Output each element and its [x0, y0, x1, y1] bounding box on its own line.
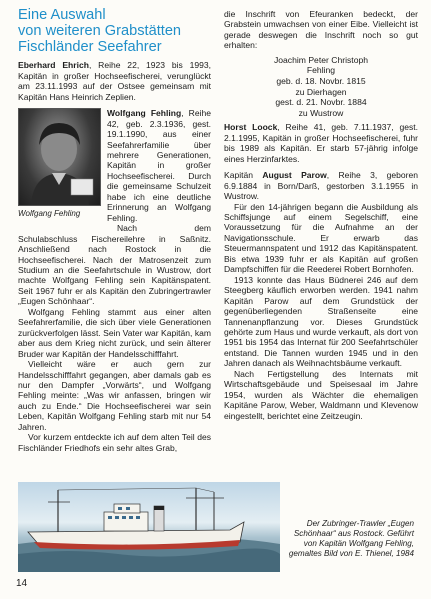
inscription-line: geb. d. 18. Novbr. 1815	[276, 76, 366, 86]
parow-name: August Parow	[262, 170, 327, 181]
title-line-1: Eine Auswahl	[18, 7, 106, 23]
trawler-painting	[18, 482, 280, 572]
grave-description: die Inschrift von Efeuranken bedeckt, der Grabstein umwachsen von einer Eibe. Vielleicht ist gerade deswegen die Inschrift noch so gut erhalten:	[224, 9, 418, 51]
trawler-image	[18, 482, 280, 572]
parow-prefix: Kapitän	[224, 170, 263, 181]
inscription-line: zu Dierhagen	[295, 86, 347, 97]
parow-paragraph-2: Für den 14-jährigen begann die Ausbildung als Schiffsjunge auf einem Segelschiff, eine Voraussetzung für die Aufnahme an der Navigationsschule. Er erwarb das Steuermannspatent und 1912 das Kapitänspatent. Bis etwa 1939 fuhr er als Kapitän auf großen Dampfschiffen für die Reederei Robert Bornhofen.	[224, 201, 418, 275]
title-line-2: von weiteren Grabstätten	[18, 22, 182, 39]
ehrich-entry	[18, 60, 211, 102]
inscription-line: zu Wustrow	[298, 107, 344, 118]
portrait-image	[19, 109, 100, 205]
loock-text: , Reihe 41, geb. 7.11.1937, gest. 2.1.1995, Kapitän in großer Hochseefischerei, fuhr bis 1989 als Kapitän. Er starb 57-jährig infolge eines Herzinfarktes.	[224, 122, 418, 164]
inscription-line: gest. d. 21. Novbr. 1884	[275, 97, 367, 108]
ehrich-text: , Reihe 22, 1923 bis 1993, Kapitän in großer Hochseefischerei, verunglückt am 23.11.1993 auf der Ostsee gemeinsam mit Kapitän Hans Heinrich Zeplien.	[18, 60, 211, 102]
parow-paragraph-3: 1913 konnte das Haus Büdnerei 246 auf dem Steegberg käuflich erworben werden. 1941 nahm Kapitän Parow auf dem Grundstück der gegenüberliegenden Straßenseite eine Tannenanpflanzung vor. Dieses Grundstück gehörte zum Haus und wurde verkauft, als dort von 1951 bis 1954 das Internat für 200 Seefahrtschüler entstand. Die Tannen wurden 1945 und in den Jahren danach als Weihnachtsbäume verkauft.	[224, 274, 418, 369]
fehling-paragraph-4: Vielleicht wäre er auch gern zur Handelsschifffahrt gegangen, aber damals gab es nur den Dampfer „Vorwärts“, und Wolfgang Fehling meinte: „Was wir anfassen, bringen wir auch zu Ende.“ Die Hochseefischerei war sein Leben, Kapitän Wolfgang Fehling starb mit nur 54 Jahren.	[18, 359, 211, 432]
portrait-figure	[18, 108, 103, 226]
ehrich-name: Eberhard Ehrich	[18, 60, 89, 71]
fehling-paragraph-5: Vor kurzem entdeckte ich auf dem alten Teil des Fischländer Friedhofs ein sehr altes Grab,	[18, 432, 211, 453]
portrait-photo	[18, 108, 101, 206]
inscription-line: Joachim Peter Christoph	[273, 54, 369, 65]
left-column	[18, 8, 211, 453]
fehling-paragraph-3: Wolfgang Fehling stammt aus einer alten Seefahrerfamilie, die sich über viele Generationen zurückverfolgen lässt. Sein Vater war Kapitän, kam aber aus dem Krieg nicht zurück, und sein älterer Bruder war Kapitän der Handelsschifffahrt.	[18, 306, 211, 359]
parow-entry	[224, 170, 418, 201]
grave-inscription	[224, 55, 418, 119]
portrait-caption: Wolfgang Fehling	[18, 209, 81, 219]
parow-paragraph-4: Nach Fertigstellung des Internats mit Wirtschaftsgebäude und Speisesaal im Jahre 1954, wurden als Wächter die ehemaligen Kapitäne Parow, Weber, Waldmann und Klevenow eingestellt, berichtet eine Zeitzeugin.	[224, 368, 418, 421]
fehling-name: Wolfgang Fehling	[107, 108, 182, 119]
fehling-paragraph-2: Nach dem Schulabschluss Fischereilehre in Saßnitz. Anschließend nach Rostock in die Hochseefischerei. Nach der Matrosenzeit zum Studium an die Seefahrtschule in Wustrow, dort machte Wolfgang Fehling sein Kapitänspatent. Seit 1967 fuhr er als Kapitän den Zubringertrawler „Eugen Schönhaar“.	[18, 223, 211, 307]
page-number: 14	[16, 578, 28, 589]
painting-caption: Der Zubringer-Trawler „Eugen Schönhaar“ aus Rostock. Geführt von Kapitän Wolfgang Fehling, gemaltes Bild von E. Thienel, 1984	[288, 519, 414, 558]
inscription-line: Fehling	[306, 65, 336, 76]
right-column	[224, 9, 418, 421]
loock-entry	[224, 122, 418, 164]
title-line-3: Fischländer Seefahrer	[18, 38, 162, 55]
fehling-intro-text: , Reihe 42, geb. 2.3.1936, gest. 19.1.1990, aus einer Seefahrerfamilie über mehrere Generationen, Kapitän in großer Hochseefischerei. Durch die gemeinsame Schulzeit habe ich eine deutliche Erinnerung an Wolfgang Fehling.	[107, 108, 211, 223]
loock-name: Horst Loock	[224, 122, 278, 133]
page-title	[18, 8, 211, 55]
parow-text: , Reihe 3, geboren 6.9.1884 in Born/Darß, gestorben 3.1.1955 in Wustrow.	[224, 170, 418, 202]
